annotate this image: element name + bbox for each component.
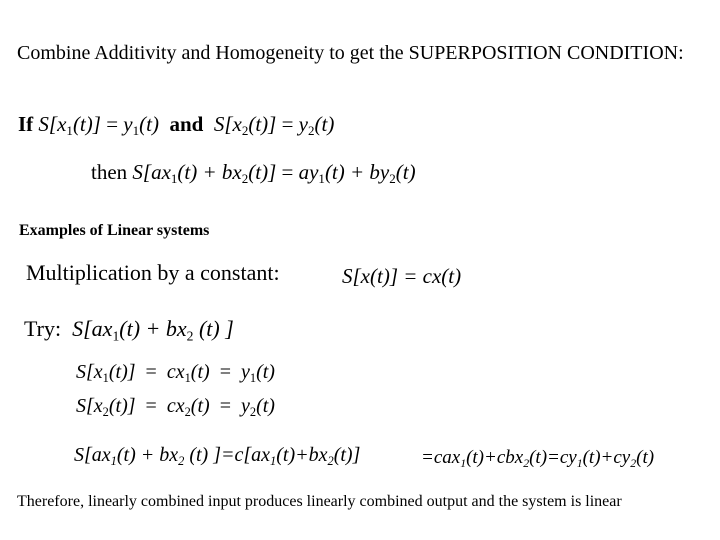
multiplication-equation: S[x(t)] = cx(t) (342, 264, 462, 288)
if-eq1: = (106, 112, 119, 136)
step1-sub: 1 (102, 370, 109, 385)
then-rhs-sub-a: 1 (318, 171, 325, 187)
final-left-s4: 2 (327, 453, 334, 468)
if-word: If (18, 112, 34, 136)
then-lhs-mid: (t) + bx (177, 160, 242, 184)
final-left-s2: 2 (178, 453, 185, 468)
final-left-d: (t)+bx (276, 444, 328, 466)
and-word: and (169, 112, 204, 136)
final-right-c: (t)=cy (529, 447, 577, 468)
step2-eq2: = (219, 395, 231, 417)
final-right-s2: 2 (523, 456, 530, 470)
then-sub-a: 1 (170, 171, 178, 187)
examples-heading: Examples of Linear systems (19, 222, 210, 239)
step2-lhs-end: (t)] (108, 395, 136, 417)
step2-mid-sub: 2 (184, 404, 191, 419)
step2-rhs-end: (t) (256, 395, 275, 417)
if-sub1: 1 (66, 123, 73, 139)
step1-eq1: = (145, 361, 157, 383)
try-word: Try: (24, 316, 62, 341)
step2-rhs-sub: 2 (249, 404, 257, 419)
final-left-s3: 1 (270, 453, 277, 468)
if-rhs2-end: (t) (314, 112, 335, 136)
if-rhs2: y (298, 112, 308, 136)
try-expr-end: (t) ] (193, 316, 234, 341)
then-lhs-a: S[ax (132, 160, 171, 184)
step2-eq1: = (145, 395, 157, 417)
final-left-s1: 1 (110, 453, 117, 468)
final-equation-right (421, 447, 655, 470)
step1-rhs: y (240, 361, 250, 383)
try-expr-mid: (t) + bx (119, 316, 187, 341)
final-left-e: (t)] (333, 444, 361, 466)
step1-mid-end: (t) (190, 361, 210, 383)
then-rhs-mid: (t) + by (324, 160, 390, 184)
if-rhs1-sub: 1 (132, 123, 140, 139)
final-right-s3: 1 (576, 456, 583, 470)
if-rhs2-sub: 2 (308, 123, 315, 139)
step1-rhs-sub: 1 (249, 370, 257, 385)
then-sub-b: 2 (241, 171, 249, 187)
if-rhs1: y (123, 112, 133, 136)
step1-mid: cx (166, 361, 185, 383)
step1-eq2: = (219, 361, 231, 383)
final-right-b: (t)+cbx (466, 447, 524, 468)
if-eq2: = (281, 112, 294, 136)
if-condition-line (18, 112, 335, 139)
final-right-s4: 2 (630, 456, 637, 470)
final-left-c: (t) ]=c[ax (184, 444, 271, 466)
step2-lhs: S[x (76, 395, 103, 417)
try-sub-a: 1 (112, 328, 120, 344)
then-lhs-end: (t)] (248, 160, 277, 184)
try-sub-b: 2 (186, 328, 194, 344)
if-rhs1-end: (t) (139, 112, 159, 136)
conclusion-text: Therefore, linearly combined input produces linearly combined output and the system is linear (17, 493, 622, 510)
if-lhs1: S[x (38, 112, 67, 136)
final-left-a: S[ax (74, 444, 111, 466)
step2-rhs: y (240, 395, 250, 417)
then-rhs-a: ay (298, 160, 319, 184)
step1-mid-sub: 1 (184, 370, 191, 385)
step2-mid-end: (t) (190, 395, 210, 417)
step1-lhs-end: (t)] (108, 361, 136, 383)
step-one-line (76, 361, 275, 385)
then-rhs-sub-b: 2 (389, 171, 396, 187)
superposition-title: Combine Additivity and Homogeneity to get the SUPERPOSITION CONDITION: (17, 42, 684, 64)
then-word: then (91, 160, 128, 184)
step2-mid: cx (166, 395, 185, 417)
step-two-line (76, 395, 275, 419)
multiplication-label: Multiplication by a constant: (26, 260, 280, 285)
step1-lhs: S[x (76, 361, 103, 383)
final-right-a: =cax (421, 447, 461, 468)
step2-sub: 2 (102, 404, 109, 419)
final-left-b: (t) + bx (116, 444, 179, 466)
then-line (91, 160, 416, 187)
if-lhs1-end: (t)] (72, 112, 101, 136)
if-lhs2: S[x (213, 112, 242, 136)
final-right-e: (t) (636, 447, 655, 468)
try-line (24, 316, 234, 344)
try-expr-a: S[ax (72, 316, 113, 341)
final-right-s1: 1 (460, 456, 467, 470)
step1-rhs-end: (t) (256, 361, 275, 383)
if-lhs2-end: (t)] (248, 112, 277, 136)
then-rhs-end: (t) (395, 160, 416, 184)
then-eq: = (281, 160, 294, 184)
final-right-d: (t)+cy (582, 447, 631, 468)
if-sub2: 2 (241, 123, 249, 139)
final-equation-left (74, 444, 361, 468)
